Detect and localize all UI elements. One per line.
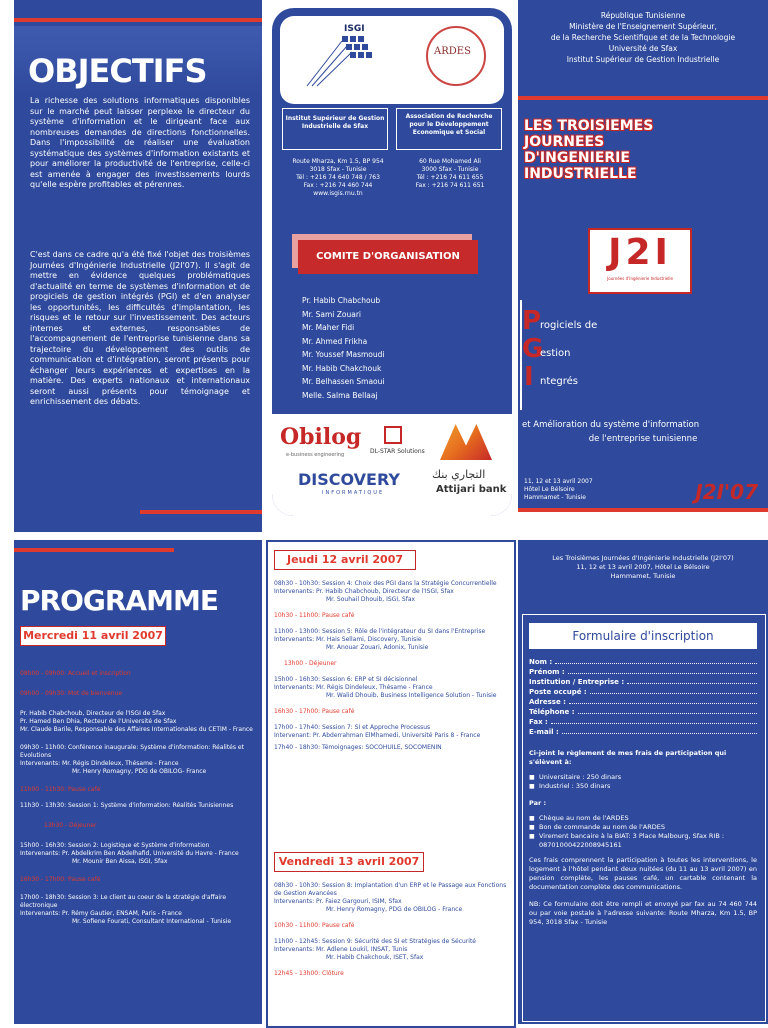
day1-banner: [274, 550, 416, 570]
ardes-address-line: Tél : +216 74 611 655: [416, 174, 484, 181]
comite-member: Mr. Belhassen Smaoui: [302, 377, 385, 386]
ministry-header: [518, 10, 768, 65]
payment-list: [529, 814, 757, 850]
par-label: Par :: [529, 799, 547, 807]
ardes-address-line: Fax : +216 74 611 651: [415, 182, 485, 189]
form-field-row[interactable]: [529, 687, 757, 697]
welcome-line: Mr. Claude Barile, Responsable des Affaires Internationales du CETIM - France: [20, 726, 253, 733]
welcome-line: Pr. Hamed Ben Dhia, Recteur de l'Université de Sfax: [20, 718, 177, 725]
joint-text: Ci-joint le règlement de mes frais de participation qui s'élèvent à:: [529, 749, 727, 766]
item-red: 08h00 - 09h00: Accueil et inscription: [20, 670, 131, 677]
day2-title: Vendredi 13 avril 2007: [278, 855, 420, 868]
attijari-logo: Attijari bank: [436, 484, 507, 495]
day1-title: Jeudi 12 avril 2007: [287, 553, 403, 566]
form-input-line[interactable]: [555, 657, 757, 664]
session-line: 11h00 - 13h00: Session 5: Rôle de l'intégrateur du SI dans l'Entreprise: [274, 628, 486, 635]
inscription-header: [518, 554, 768, 581]
pgi-letter: P: [522, 306, 542, 336]
isgi-address-line: Fax : +216 74 460 744: [303, 182, 373, 189]
session-line: 09h30 - 11h00: Conférence inaugurale: Système d'information: Réalités et Evolutions: [20, 744, 244, 759]
attijari-icon: [440, 424, 492, 460]
item-red: 12h45 - 13h00: Clôture: [274, 970, 344, 977]
form-input-line[interactable]: [578, 707, 757, 714]
objectifs-para-1: La richesse des solutions informatiques disponibles sur le marché peut laisser perplexe le directeur du système d'information et le dirigeant face aux nombreuses demandes de directions fonctionnelles. Dans l'impossibilité de réaliser une évaluation systématique des systèmes d'information existants et pour améliorer la productivité de l'entreprise, celle-ci est amenée à engager des investissements lourds qu'elle espère profitables et pérennes.: [30, 96, 250, 189]
attijari-arabic: التجاري بنك: [432, 468, 486, 481]
form-title-box: [529, 623, 757, 649]
item-red: 10h30 - 11h00: Pause café: [274, 922, 355, 929]
form-label: E-mail :: [529, 728, 559, 736]
item-red: 11h00 - 11h30: Pause café: [20, 786, 101, 793]
discovery-subtitle: INFORMATIQUE: [322, 490, 385, 496]
pgi-letter: I: [524, 362, 534, 392]
title-stripe: [518, 96, 768, 100]
comite-member: Melle. Salma Bellaaj: [302, 390, 378, 400]
pgi-block: [522, 306, 762, 390]
day2-banner: [274, 852, 424, 872]
date-line: Hôtel Le Bélsoire: [524, 486, 575, 493]
header-line: Hammamet, Tunisie: [610, 572, 676, 580]
date-line: 11, 12 et 13 avril 2007: [524, 478, 593, 485]
form-field-row[interactable]: [529, 717, 757, 727]
session-line: 17h40 - 18h30: Témoignages: SOCOHUILE, SOCOMENIN: [274, 744, 442, 751]
panel-programme-2: [266, 540, 516, 1028]
session-line: 08h30 - 10h30: Session 4: Choix des PGI dans la Stratégie Concurrentielle: [274, 580, 497, 587]
nb-note: NB: Ce formulaire doit être rempli et envoyé par fax au 74 460 744 ou par voie postale à l'adresse suivante: Route Mharza, Km 1.5, BP 954, 3018 Sfax - Tunisie: [529, 900, 757, 926]
header-line: Ministère de l'Enseignement Supérieur,: [569, 22, 717, 31]
header-line: République Tunisienne: [600, 11, 686, 20]
ardes-address-line: 3000 Sfax - Tunisie: [421, 166, 479, 173]
panel-comite: [272, 8, 512, 516]
programme-day1: [20, 670, 254, 926]
ardes-logo-text: ARDES: [434, 46, 471, 57]
form-label: Adresse :: [529, 698, 566, 706]
comite-member: Mr. Ahmed Frikha: [302, 336, 368, 346]
isgi-address-line: www.isgis.rnu.tn: [313, 190, 363, 197]
date-line: Hammamet - Tunisie: [524, 494, 586, 501]
pgi-letter: G: [522, 334, 544, 364]
speaker-line: Mr. Walid Dhouib, Business Intelligence Solution - Tunisie: [326, 692, 497, 699]
obilog-subtitle: e-business engineering: [286, 452, 345, 458]
fee-option[interactable]: ■ Universitaire : 250 dinars: [529, 773, 757, 782]
form-label: Nom :: [529, 658, 553, 666]
form-fields: [529, 657, 757, 737]
form-field-row[interactable]: [529, 697, 757, 707]
session-line: 17h00 - 18h30: Session 3: Le client au coeur de la stratégie d'affaire électronique: [20, 894, 227, 909]
header-line: de la Recherche Scientifique et de la Technologie: [550, 33, 736, 42]
day-title: Mercredi 11 avril 2007: [23, 629, 163, 642]
form-input-line[interactable]: [551, 717, 757, 724]
form-label: Prénom :: [529, 668, 565, 676]
header-line: Les Troisièmes Journées d'Ingénierie Industrielle (J2I'07): [552, 554, 734, 562]
pgi-divider: [520, 300, 522, 410]
title-line: D'INGENIERIE: [524, 150, 630, 166]
speaker-line: Intervenants: Pr. Rémy Gautier, ENSAM, Paris - France: [20, 910, 182, 917]
ardes-name: Association de Recherche pour le Développement Economique et Social: [405, 113, 493, 136]
form-input-line[interactable]: [562, 727, 757, 734]
isgi-logo-text: ISGI: [344, 24, 365, 34]
pgi-word: rogiciels de: [540, 320, 598, 331]
subtitle-1: et Amélioration du système d'information: [522, 420, 700, 430]
bottom-stripe: [140, 510, 262, 514]
objectifs-para-2: C'est dans ce cadre qu'a été fixé l'objet des troisièmes Journées d'Ingénierie Industrielle (J2I'07). Il s'agit de mettre en évidence quelques problématiques d'actualité en terme de systèmes d'information et de progiciels de gestion intégrés (PGI) et d'en analyser les opportunités, les difficultés d'implantation, les risques et le retour sur l'investissement. Des acteurs internes et externes, responsables de l'accompagnement de l'entreprise tunisienne dans sa trajectoire du développement des outils de communication et d'intégration, seront présents pour échanger leurs expériences et expertises en la matière. Des experts nationaux et internationaux seront aussi présents pour témoignage et enrichissement des débats.: [30, 250, 250, 406]
speaker-line: Mr. Sofiene Fourati, Consultant International - Tunisie: [72, 918, 232, 925]
form-field-row[interactable]: [529, 667, 757, 677]
item-red: 16h30 - 17h00: Pause café: [274, 708, 355, 715]
form-label: Téléphone :: [529, 708, 575, 716]
title-line: INDUSTRIELLE: [524, 166, 637, 182]
isgi-name: Institut Supérieur de Gestion Industrielle de Sfax: [285, 115, 385, 130]
obilog-logo: Obilog: [280, 424, 362, 450]
form-input-line[interactable]: [590, 687, 757, 694]
session-line: 15h00 - 16h30: Session 6: ERP et SI décisionnel: [274, 676, 418, 683]
fee-list: [529, 773, 757, 791]
subtitle-2: de l'entreprise tunisienne: [588, 434, 698, 444]
form-field-row[interactable]: [529, 657, 757, 667]
comite-member: Pr. Habib Chabchoub: [302, 296, 381, 305]
comite-member: Mr. Youssef Masmoudi: [302, 350, 385, 359]
programme-title: PROGRAMME: [20, 584, 218, 617]
form-field-row[interactable]: [529, 727, 757, 737]
item-red: 16h30 - 17h00: Pause café: [20, 876, 101, 883]
comite-member: Mr. Maher Fidi: [302, 323, 355, 332]
prog-stripe: [14, 548, 174, 552]
panel-objectifs: [14, 0, 262, 532]
form-input-line[interactable]: [569, 697, 757, 704]
form-input-line[interactable]: [568, 667, 757, 674]
programme-day3: [274, 882, 508, 978]
j2i-logo-text: J2I: [608, 232, 672, 273]
pgi-word: estion: [540, 348, 571, 359]
edition-mark: J2I'07: [695, 480, 758, 504]
panel-inscription: [518, 540, 768, 1024]
header-line: 11, 12 et 13 avril 2007, Hôtel Le Bélsoire: [576, 563, 710, 571]
comite-member: Mr. Sami Zouari: [302, 309, 362, 319]
speaker-line: Mr. Mounir Ben Aissa, ISGI, Sfax: [72, 858, 168, 865]
speaker-line: Intervenants: Pr. Abdelkrim Ben Abdelhafid, Université du Havre - France: [20, 850, 239, 857]
item-red: 09h00 - 09h30: Mot de bienvenue: [20, 690, 123, 697]
sponsors-box: [272, 414, 512, 516]
panel-title: [518, 0, 768, 508]
speaker-line: Mr. Henry Romagny, PDG de OBILOG - France: [326, 906, 463, 913]
fees-note: Ces frais comprennent la participation à toutes les interventions, le logement à l'hôtel pendant deux nuitées (du 11 au 13 avril 2007) en pension complète, les pauses café, un cartable contenant la documentation complète des communications.: [529, 856, 757, 891]
session-line: 15h00 - 16h30: Session 2: Logistique et Système d'information: [20, 842, 210, 849]
session-line: 08h30 - 10h30: Session 8: Implantation d'un ERP et le Passage aux Fonctions de Gestion Avancées: [274, 882, 507, 897]
isgi-logo: [302, 26, 392, 96]
speaker-line: Intervenants: Mr. Adlene Loukil, INSAT, Tunis: [274, 946, 408, 953]
comite-member: Mr. Habib Chakchouk: [302, 363, 382, 373]
speaker-line: Mr. Souhail Dhouib, ISGI, Sfax: [326, 596, 416, 603]
item-red: 13h30 - Déjeuner: [44, 822, 97, 829]
pgi-word: ntegrés: [540, 376, 579, 387]
session-line: 17h00 - 17h40: Session 7: SI et Approche Processus: [274, 724, 431, 731]
j2i-logo-subtitle: Journées d'Ingénierie Industrielle: [607, 276, 673, 281]
payment-option[interactable]: ■ Chèque au nom de l'ARDES: [529, 814, 757, 823]
programme-day2: [274, 580, 508, 752]
speaker-line: Intervenants: Pr. Habib Chabchoub, Directeur de l'ISGI, Sfax: [274, 588, 454, 595]
session-line: 11h30 - 13h30: Session 1: Système d'information: Réalités Tunisiennes: [20, 802, 234, 809]
comite-banner: [298, 240, 478, 274]
dlstar-logo: DL-STAR Solutions: [370, 448, 425, 455]
fee-option[interactable]: ■ Industriel : 350 dinars: [529, 782, 757, 791]
speaker-line: Intervenants: Pr. Faiez Gargouri, ISIM, Sfax: [274, 898, 402, 905]
event-dates: [524, 478, 593, 502]
speaker-line: Mr. Anouar Zouari, Adonix, Tunisie: [326, 644, 429, 651]
speaker-line: Mr. Habib Chakchouk, ISET, Sfax: [326, 954, 424, 961]
item-red: 13h00 - Déjeuner: [284, 660, 337, 667]
payment-option[interactable]: ■ Virement bancaire à la BIAT: 3 Place Malbourg, Sfax RIB : 08701000422008945161: [529, 832, 757, 850]
ardes-address-line: 60 Rue Mohamed Ali: [419, 158, 481, 165]
form-body: [529, 749, 757, 927]
speaker-line: Intervenants: Mr. Régis Dindeleux, Thésame - France: [274, 684, 433, 691]
title-line: LES TROISIEMES: [524, 118, 654, 134]
title-bottom-stripe: [518, 508, 768, 512]
form-field-row[interactable]: [529, 707, 757, 717]
item-red: 10h30 - 11h00: Pause café: [274, 612, 355, 619]
payment-option[interactable]: ■ Bon de commande au nom de l'ARDES: [529, 823, 757, 832]
header-line: Institut Supérieur de Gestion Industrielle: [566, 55, 720, 64]
form-input-line[interactable]: [627, 677, 757, 684]
form-label: Institution / Entreprise :: [529, 678, 625, 686]
top-stripe: [14, 18, 262, 22]
welcome-line: Pr. Habib Chabchoub, Directeur de l'ISGI de Sfax: [20, 710, 166, 717]
isgi-name-box: [282, 108, 388, 150]
speaker-line: Intervenants: Mr. Régis Dindeleux, Thésame - France: [20, 760, 179, 767]
form-frame: [522, 614, 766, 1022]
isgi-address-line: Route Mharza, Km 1.5, BP 954: [292, 158, 384, 165]
ardes-address: [398, 158, 502, 190]
day-banner: [20, 626, 166, 646]
event-title: [524, 118, 653, 182]
ardes-name-box: [396, 108, 502, 150]
j2i-logo: [588, 228, 692, 294]
speaker-line: Mr. Henry Romagny, PDG de OBILOG- France: [72, 768, 207, 775]
form-title: Formulaire d'inscription: [572, 629, 714, 643]
objectifs-title: OBJECTIFS: [28, 52, 207, 90]
speaker-line: Intervenant: Pr. Abderrahman ElMhamedi, Université Paris 8 - France: [274, 732, 481, 739]
header-line: Université de Sfax: [608, 44, 678, 53]
form-label: Poste occupé :: [529, 688, 587, 696]
title-line: JOURNEES: [524, 134, 605, 150]
form-label: Fax :: [529, 718, 548, 726]
logos-box: [280, 16, 504, 104]
isgi-address: [286, 158, 390, 198]
dlstar-icon: [384, 426, 402, 444]
form-field-row[interactable]: [529, 677, 757, 687]
isgi-address-line: 3018 Sfax - Tunisie: [309, 166, 367, 173]
speaker-line: Intervenants: Mr. Hais Sellami, Discovery, Tunisie: [274, 636, 422, 643]
isgi-address-line: Tél : +216 74 640 748 / 763: [296, 174, 380, 181]
panel-programme: [14, 540, 262, 1024]
session-line: 11h00 - 12h45: Session 9: Sécurité des SI et Stratégies de Sécurité: [274, 938, 476, 945]
discovery-logo: DISCOVERY: [298, 470, 401, 489]
comite-members: [302, 294, 384, 402]
comite-title: COMITE D'ORGANISATION: [316, 251, 460, 262]
